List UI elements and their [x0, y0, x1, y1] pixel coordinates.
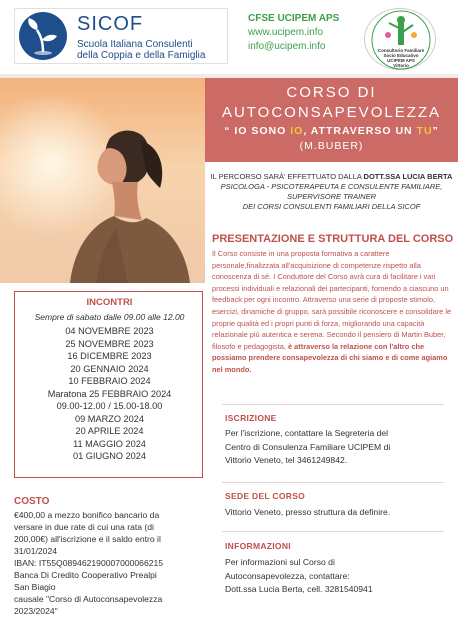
badge-line-4: Vittorio [393, 63, 409, 68]
logo-subtitle: Scuola Italiana Consulenti [77, 39, 193, 50]
quote-author: (M.BUBER) [299, 140, 364, 152]
hero-photo [0, 78, 205, 283]
sprout-icon [19, 12, 67, 60]
badge-line-2: Socio Educativo [383, 53, 419, 58]
informazioni-title: INFORMAZIONI [225, 541, 291, 551]
date-item: 25 NOVEMBRE 2023 [65, 338, 154, 349]
teacher-line-2: PSICOLOGA - PSICOTERAPEUTA E CONSULENTE FAMILIARE, [220, 182, 443, 191]
costo-line: San Biagio [14, 582, 56, 592]
costo-line: 200,00€) all'iscrizione e il saldo entro il [14, 534, 161, 544]
presentation-body: Il Corso consiste in una proposta formativa a carattere personale,finalizzata all'acquisizione di competenze rispetto alla conoscenza di sé. I Conduttore del Corso avrà cura di facilitare i vari processi individuali e relazionali dei partecipanti, fornendo a ciascuno un feedback per ogni incontro. Attraverso una serie di proposte stimolo, esercizi, dinamiche di gruppo, sarà possibile riconoscere e consolidare le proprie qualità ed i propri punti di forza, migliorando una capacità relazionale più autentica e serena. Secondo il pensiero di Martin Buber, filosofo e pedagogista, [212, 249, 452, 351]
iban-line: IBAN: IT55Q0894621900070000662​15 [14, 558, 164, 568]
contact-block [248, 12, 339, 54]
teacher-prefix: IL PERCORSO SARÀ' EFFETTUATO DALLA [210, 172, 364, 181]
costo-line: €400,00 a mezzo bonifico bancario da [14, 510, 160, 520]
sede-text: Vittorio Veneto, presso struttura da definire. [225, 507, 391, 517]
date-item: 16 DICEMBRE 2023 [67, 351, 152, 361]
presentation-title: PRESENTAZIONE E STRUTTURA DEL CORSO [212, 233, 454, 245]
website-link[interactable]: www.ucipem.info [248, 27, 324, 38]
iscrizione-line: Per l'iscrizione, contattare la Segreteria del [225, 428, 389, 438]
divider [222, 482, 444, 483]
costo-line: versare in due rate di cui una rata (di [14, 522, 154, 532]
presentation-body-bold: è attraverso la relazione con l'altro che possiamo prendere consapevolezza di chi siamo e di come agiamo nel mondo. [212, 341, 448, 374]
info-line: Autoconsapevolezza, contattare: [225, 570, 350, 581]
info-line: Dott.ssa Lucia Berta, cell. 3281540941 [225, 584, 373, 594]
badge-line-3: UCIPEM APS [387, 58, 415, 63]
date-item: 11 MAGGIO 2024 [73, 438, 146, 449]
quote-part-3: ” [432, 125, 439, 137]
date-item: 20 APRILE 2024 [75, 426, 144, 436]
sicof-logo [14, 8, 228, 64]
teacher-line-4: DEI CORSI CONSULENTI FAMILIARI DELLA SICOF [242, 202, 421, 211]
course-title-line-2: AUTOCONSAPEVOLEZZA [221, 104, 442, 121]
teacher-name: DOTT.SSA LUCIA BERTA [363, 172, 453, 181]
email-link[interactable]: info@ucipem.info [248, 41, 326, 52]
info-line: Per informazioni sul Corso di [225, 557, 335, 567]
sede-title: SEDE DEL CORSO [225, 491, 306, 501]
date-item: 04 NOVEMBRE 2023 [65, 326, 154, 336]
costo-text [14, 509, 206, 617]
teacher-line-1 [205, 172, 458, 182]
quote-highlight-io: IO [290, 125, 304, 137]
presentation-text [212, 248, 452, 376]
logo-subtitle-2: della Coppia e della Famiglia [77, 50, 206, 61]
consultorio-badge [364, 8, 436, 70]
badge-line-1: Consultorio Familiare [377, 48, 425, 53]
date-item: 09 MARZO 2024 [75, 413, 144, 424]
costo-line: causale "Corso di Autoconsapevolezza [14, 594, 163, 604]
costo-line: 31/01/2024 [14, 546, 58, 556]
informazioni-text [225, 556, 450, 597]
costo-line: 2023/2024" [14, 606, 58, 616]
incontri-box [14, 291, 203, 478]
quote-highlight-tu: TU [416, 125, 433, 137]
iscrizione-line: Vittorio Veneto, tel 3461249842. [225, 455, 348, 465]
teacher-line-3: SUPERVISORE TRAINER [286, 192, 377, 201]
quote-part-1: “ IO SONO [224, 125, 291, 137]
incontri-title: INCONTRI [86, 297, 133, 308]
costo-line: Banca Di Credito Cooperativo Prealpi [14, 570, 157, 580]
org-name: CFSE UCIPEM APS [248, 13, 340, 24]
divider [222, 531, 444, 532]
iscrizione-text [225, 427, 450, 468]
logo-title: SICOF [77, 13, 144, 35]
costo-title: COSTO [14, 496, 50, 507]
iscrizione-title: ISCRIZIONE [225, 413, 277, 423]
incontri-dates [15, 325, 204, 463]
course-title-line-1: CORSO DI [286, 84, 377, 101]
quote-part-2: , ATTRAVERSO UN [303, 125, 417, 137]
header [0, 0, 458, 74]
date-item: 01 GIUGNO 2024 [72, 451, 147, 461]
teacher-info [205, 172, 458, 212]
date-item: 10 FEBBRAIO 2024 [68, 376, 151, 386]
date-item: Maratona 25 FEBBRAIO 2024 [47, 388, 172, 399]
incontri-subtitle: Sempre di sabato dalle 09.00 alle 12.00 [34, 312, 185, 322]
course-quote [205, 125, 458, 137]
divider [222, 404, 444, 405]
date-item: 20 GENNAIO 2024 [70, 363, 149, 374]
date-item: 09.00-12.00 / 15.00-18.00 [56, 401, 163, 411]
iscrizione-line: Centro di Consulenza Familiare UCIPEM di [225, 441, 391, 452]
